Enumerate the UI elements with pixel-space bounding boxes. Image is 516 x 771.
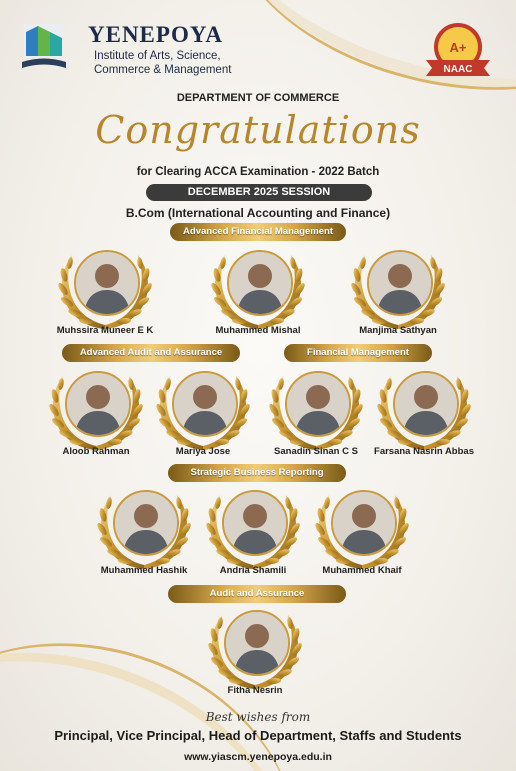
group-banner-sbr: Strategic Business Reporting xyxy=(168,464,346,482)
institution-subtitle: Institute of Arts, Science, Commerce & Management xyxy=(94,50,232,76)
student-photo xyxy=(222,490,288,556)
group-banner-afm: Advanced Financial Management xyxy=(170,223,346,241)
student-name: Sanadin Sinan C S xyxy=(274,446,358,457)
student-photo xyxy=(227,250,293,316)
student-photo xyxy=(393,371,459,437)
student-name: Muhammed Hashik xyxy=(100,565,188,576)
student-name: Muhammed Khaif xyxy=(322,565,402,576)
yenepoya-logo-icon xyxy=(18,22,70,74)
student-photo xyxy=(224,610,290,676)
naac-grade: A+ xyxy=(449,40,467,55)
student-photo xyxy=(172,371,238,437)
student-name: Andria Shamili xyxy=(219,565,287,576)
student-name: Aloob Rahman xyxy=(62,446,130,457)
congratulations-heading: Congratulations xyxy=(95,108,421,152)
naac-badge-icon xyxy=(420,22,496,82)
student-photo xyxy=(367,250,433,316)
from-line: Principal, Vice Principal, Head of Department, Staffs and Students xyxy=(54,728,462,743)
naac-label: NAAC xyxy=(443,64,473,75)
website-link[interactable]: www.yiascm.yenepoya.edu.in xyxy=(184,751,332,763)
group-banner-aaa: Advanced Audit and Assurance xyxy=(62,344,240,362)
session-badge: DECEMBER 2025 SESSION xyxy=(146,184,372,201)
student-name: Muhssira Muneer E K xyxy=(56,325,154,336)
student-photo xyxy=(74,250,140,316)
student-photo xyxy=(331,490,397,556)
student-name: Mariya Jose xyxy=(175,446,231,457)
department-title: DEPARTMENT OF COMMERCE xyxy=(176,92,340,104)
student-name: Manjima Sathyan xyxy=(359,325,437,336)
student-name: Farsana Nasrin Abbas xyxy=(374,446,474,457)
exam-line: for Clearing ACCA Examination - 2022 Batch xyxy=(136,166,380,178)
student-photo xyxy=(285,371,351,437)
student-photo xyxy=(65,371,131,437)
group-banner-fm: Financial Management xyxy=(284,344,432,362)
student-photo xyxy=(113,490,179,556)
student-name: Muhammed Mishal xyxy=(215,325,301,336)
program-title: B.Com (International Accounting and Finance) xyxy=(125,206,391,220)
best-wishes-text: Best wishes from xyxy=(205,710,311,724)
student-name: Fitha Nesrin xyxy=(227,685,283,696)
institution-name: YENEPOYA xyxy=(88,22,223,47)
group-banner-aa: Audit and Assurance xyxy=(168,585,346,603)
